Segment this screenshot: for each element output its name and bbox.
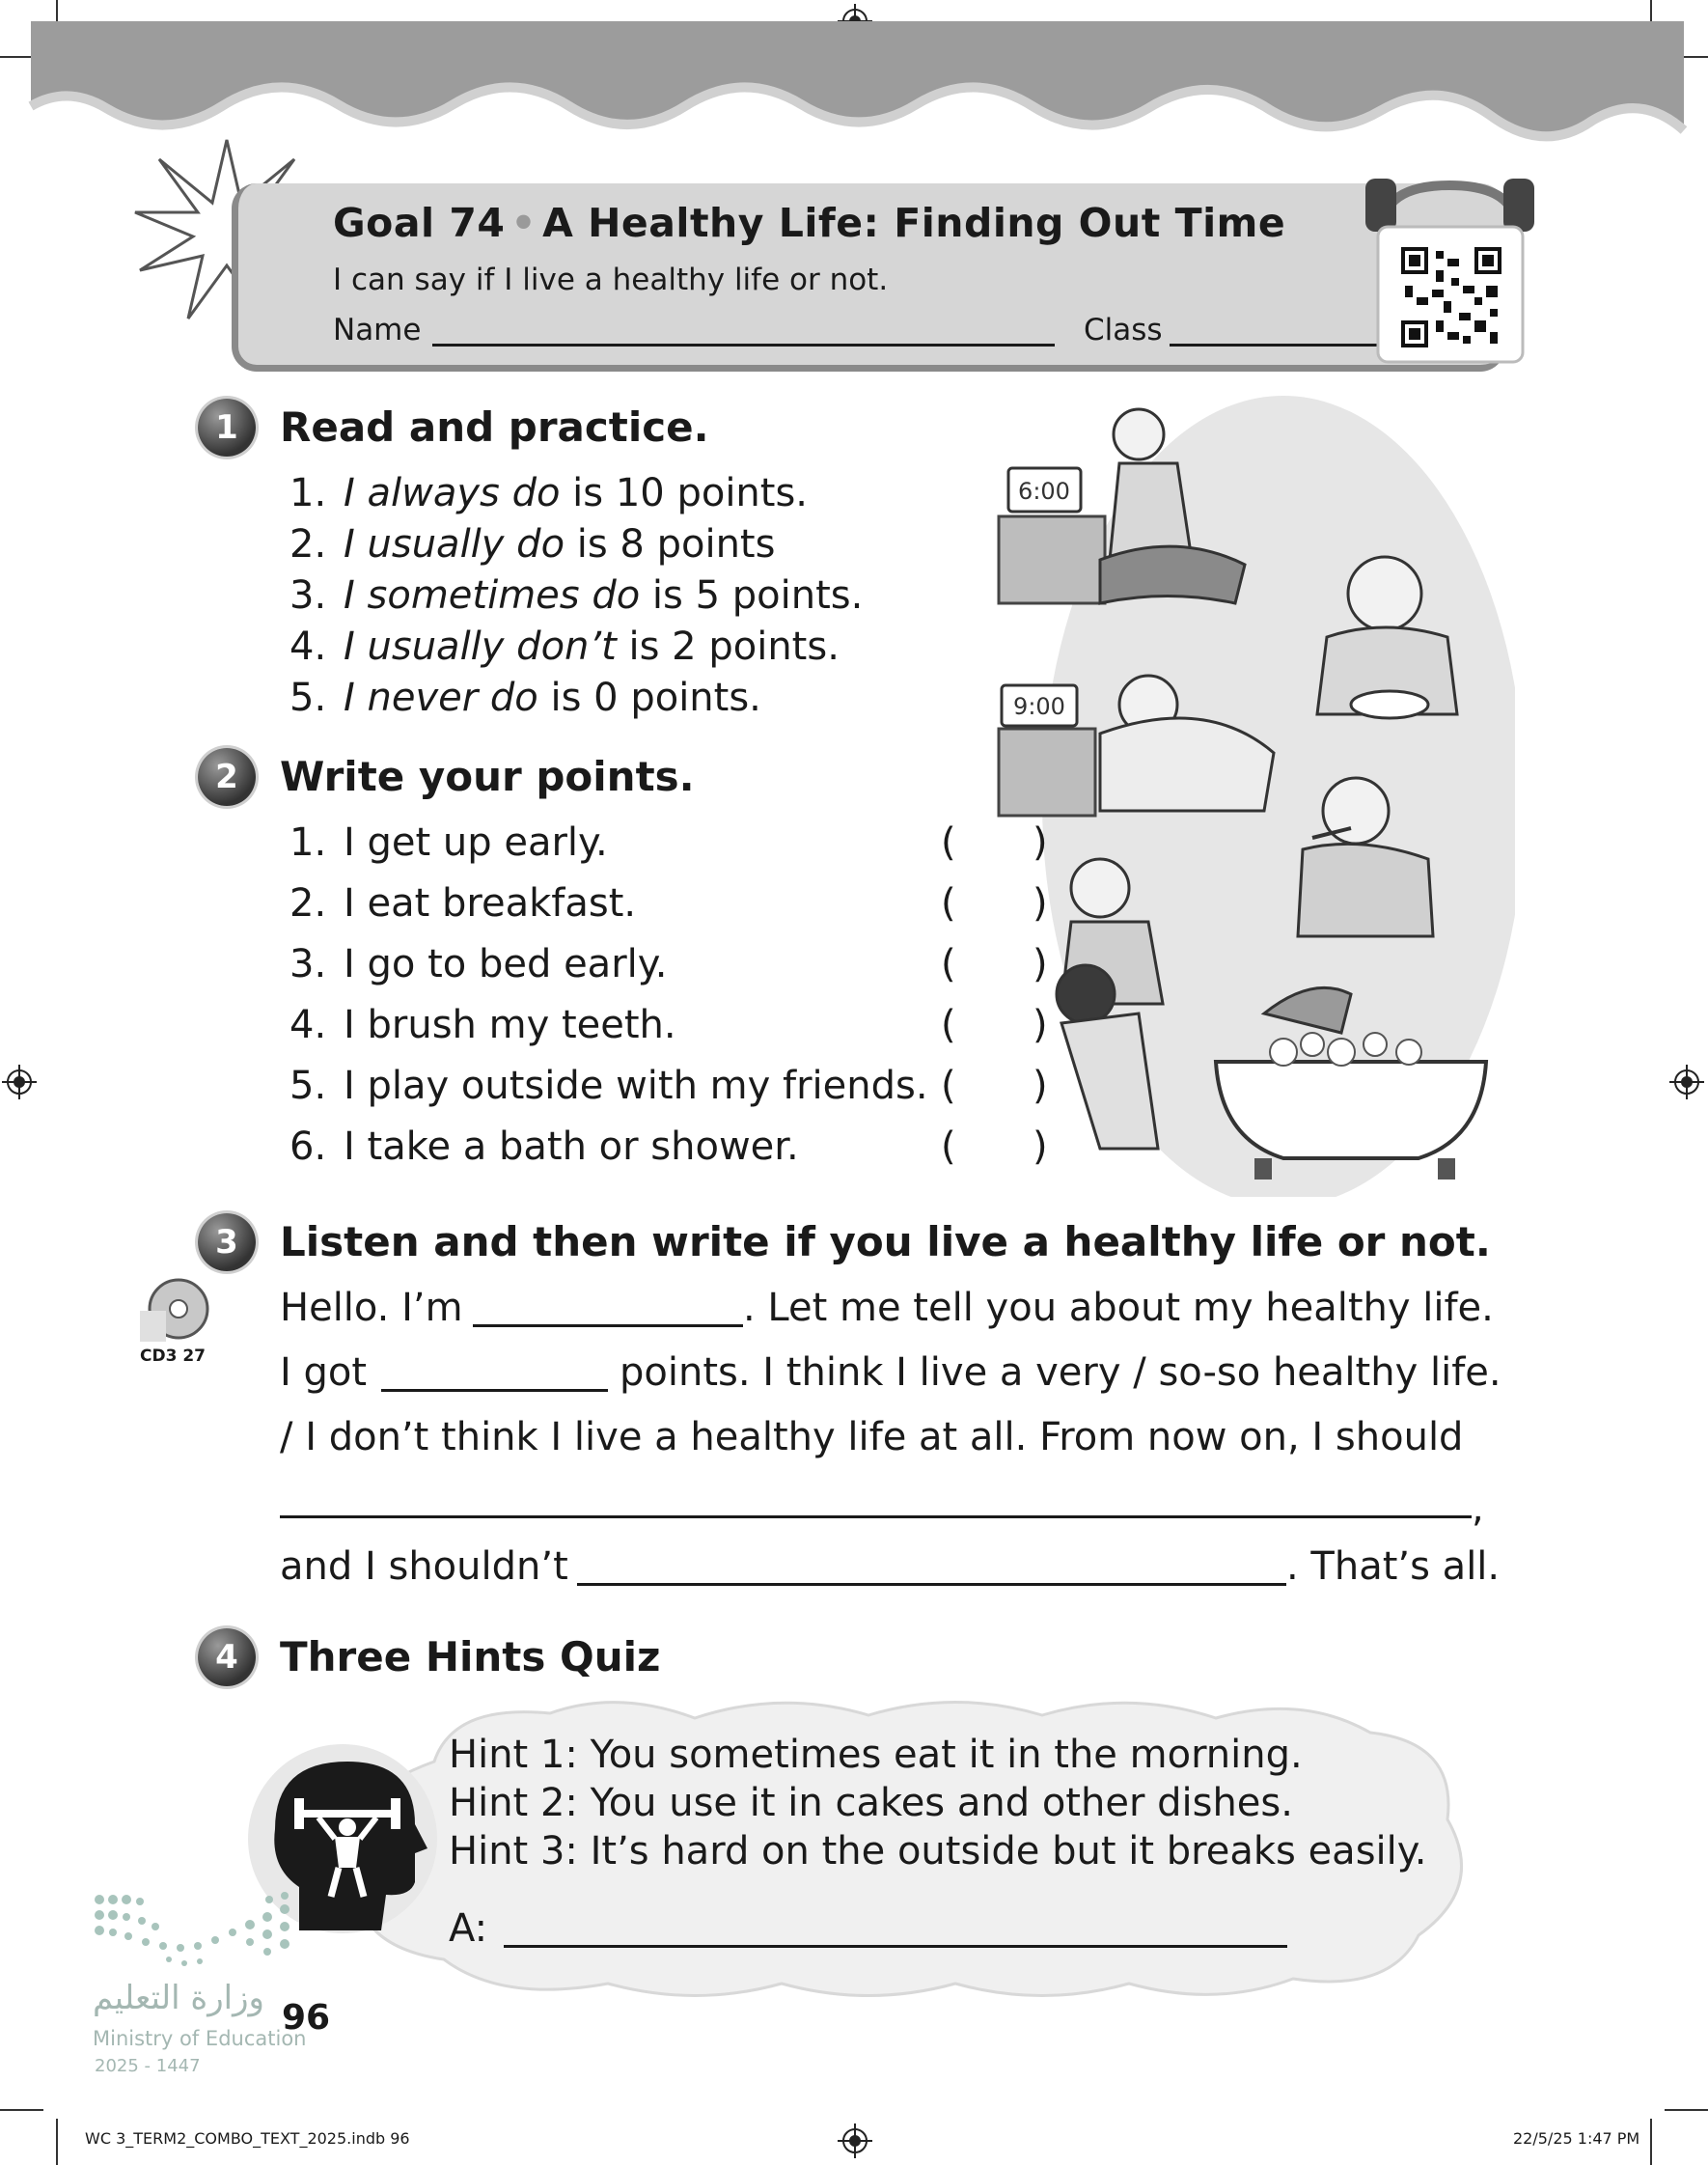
page-number: 96 [282,1998,331,2038]
ministry-name-en: Ministry of Education [93,2027,307,2050]
points-blank-close: ) [1033,820,1048,865]
passage-text: , [1472,1486,1484,1531]
passage-text: . Let me tell you about my healthy life. [743,1286,1494,1330]
hint-text: Hint 3: It’s hard on the outside but it breaks easily. [449,1829,1427,1874]
hint-text: Hint 2: You use it in cakes and other dishes. [449,1781,1293,1825]
passage-text: Hello. I’m [280,1286,463,1330]
registration-mark-left [2,1065,37,1099]
section-number-badge: 2 [198,748,256,806]
registration-mark-bottom [838,2123,872,2158]
should-blank[interactable] [280,1515,1472,1518]
list-item: 4. I brush my teeth. [289,1003,676,1047]
passage-text: points. I think I live a very / so-so healthy life. [620,1350,1501,1395]
qr-code-icon[interactable] [1397,243,1505,351]
list-item: 1. I always do is 10 points. [289,471,809,515]
goal-title: Goal 74 • A Healthy Life: Finding Out Time [333,200,1286,246]
list-item: 5. I never do is 0 points. [289,676,761,720]
registration-mark-right [1669,1065,1704,1099]
points-blank-open: ( [941,1064,956,1108]
class-input-line[interactable] [1170,344,1384,347]
points-blank-close: ) [1033,1124,1048,1169]
crop-mark [0,2109,43,2111]
print-date: 22/5/25 1:47 PM [1513,2129,1640,2148]
points-blank-open: ( [941,942,956,986]
points-blank-open: ( [941,881,956,926]
cd-track-label: CD3 27 [140,1346,206,1366]
name-label: Name [333,313,422,347]
class-label: Class [1084,313,1163,347]
hint-text: Hint 1: You sometimes eat it in the morning. [449,1733,1303,1777]
list-item: 5. I play outside with my friends. [289,1064,928,1108]
list-item: 4. I usually don’t is 2 points. [289,625,840,669]
answer-blank[interactable] [504,1945,1287,1948]
points-blank-open: ( [941,1124,956,1169]
points-blank-close: ) [1033,881,1048,926]
answer-label: A: [449,1906,488,1951]
name-input-line[interactable] [432,344,1055,347]
crop-mark [1650,2119,1652,2165]
ministry-name-ar: وزارة التعليم [93,1979,264,2017]
section-title: Write your points. [280,753,695,800]
passage-text: I got [280,1350,368,1395]
section-title: Listen and then write if you live a healthy life or not. [280,1218,1491,1265]
list-item: 1. I get up early. [289,820,608,865]
points-blank-close: ) [1033,942,1048,986]
section-title: Three Hints Quiz [280,1633,661,1680]
goal-subtitle: I can say if I live a healthy life or not. [333,263,889,297]
section-title: Read and practice. [280,403,709,451]
svg-text:9:00: 9:00 [1013,693,1065,720]
section-number-badge: 4 [198,1628,256,1686]
list-item: 3. I go to bed early. [289,942,668,986]
passage-text: and I shouldn’t [280,1544,568,1589]
points-blank-open: ( [941,820,956,865]
passage-text: . That’s all. [1286,1544,1501,1589]
list-item: 3. I sometimes do is 5 points. [289,573,864,618]
name-blank[interactable] [473,1324,743,1327]
list-item: 2. I usually do is 8 points [289,522,776,567]
shouldnt-blank[interactable] [577,1583,1286,1586]
section-number-badge: 3 [198,1213,256,1271]
daily-routine-illustration [994,396,1515,1197]
crop-mark [56,2119,58,2165]
points-blank-close: ) [1033,1064,1048,1108]
list-item: 2. I eat breakfast. [289,881,637,926]
ministry-year: 2025 - 1447 [95,2056,201,2076]
crop-mark [1665,2109,1708,2111]
points-blank-close: ) [1033,1003,1048,1047]
passage-text: / I don’t think I live a healthy life at all. From now on, I should [280,1415,1464,1459]
svg-text:6:00: 6:00 [1018,478,1070,505]
list-item: 6. I take a bath or shower. [289,1124,799,1169]
ministry-logo-icon [92,1892,304,1969]
audio-cd-icon[interactable] [135,1272,212,1349]
section-number-badge: 1 [198,399,256,457]
points-blank-open: ( [941,1003,956,1047]
points-blank[interactable] [381,1389,608,1392]
file-info: WC 3_TERM2_COMBO_TEXT_2025.indb 96 [85,2129,410,2148]
